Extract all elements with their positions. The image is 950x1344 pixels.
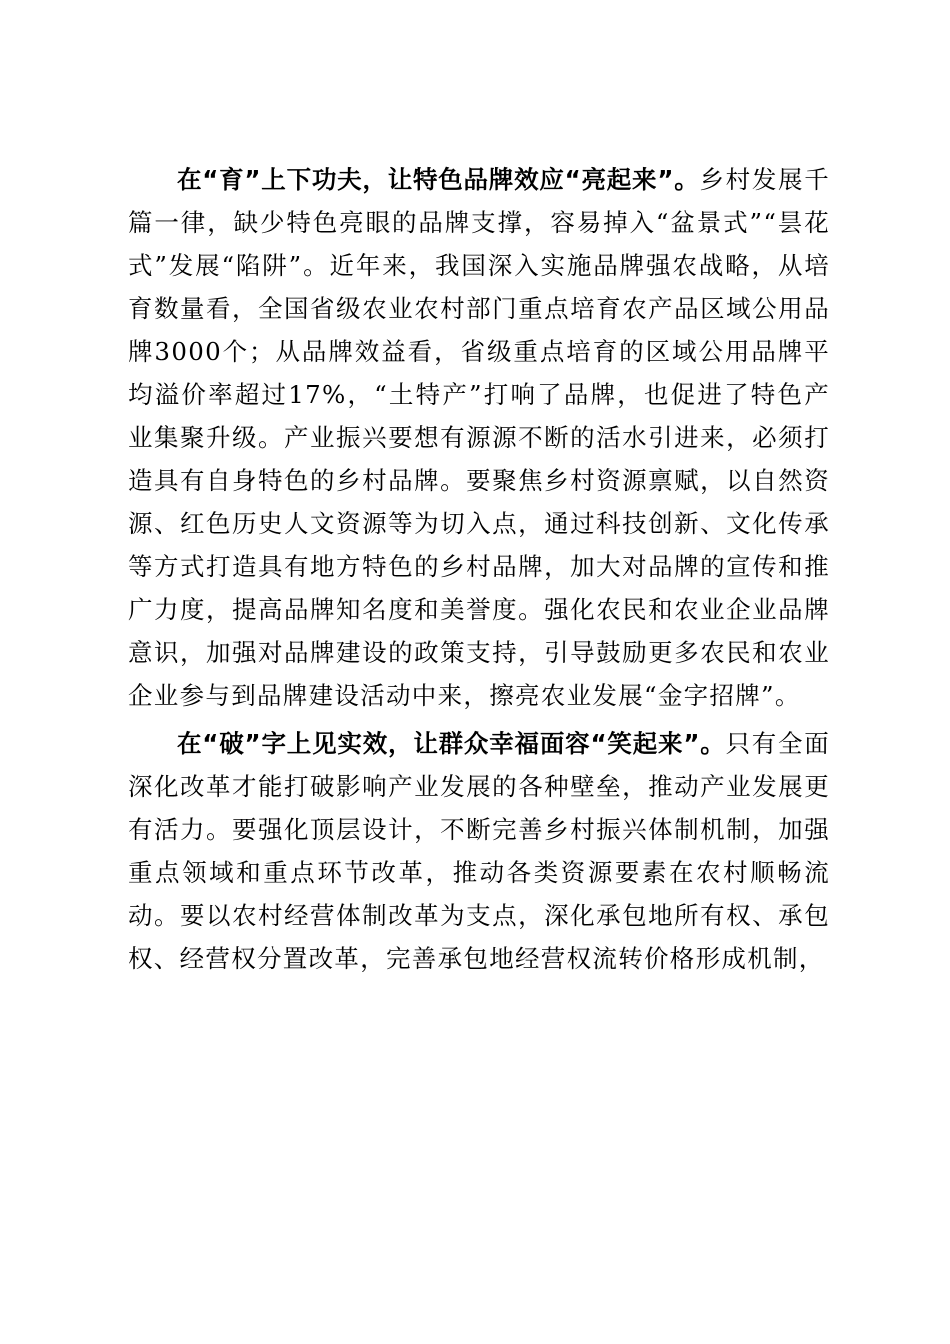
paragraph-reform bbox=[128, 722, 830, 980]
paragraph-brand bbox=[128, 158, 830, 717]
paragraph-body: 只有全面深化改革才能打破影响产业发展的各种壁垒，推动产业发展更有活力。要强化顶层设计，不断完善乡村振兴体制机制，加强重点领域和重点环节改革，推动各类资源要素在农村顺畅流动。要以农村经营体制改革为支点，深化承包地所有权、承包权、经营权分置改革，完善承包地经营权流转价格形成机制， bbox=[128, 729, 830, 973]
paragraph-heading: 在“育”上下功夫，让特色品牌效应“亮起来”。 bbox=[177, 165, 700, 194]
document-page bbox=[128, 158, 830, 980]
paragraph-heading: 在“破”字上见实效，让群众幸福面容“笑起来”。 bbox=[177, 729, 726, 758]
paragraph-body: 乡村发展千篇一律，缺少特色亮眼的品牌支撑，容易掉入“盆景式”“昙花式”发展“陷阱”。近年来，我国深入实施品牌强农战略，从培育数量看，全国省级农业农村部门重点培育农产品区域公用品牌3000个；从品牌效益看，省级重点培育的区域公用品牌平均溢价率超过17%，“土特产”打响了品牌，也促进了特色产业集聚升级。产业振兴要想有源源不断的活水引进来，必须打造具有自身特色的乡村品牌。要聚焦乡村资源禀赋，以自然资源、红色历史人文资源等为切入点，通过科技创新、文化传承等方式打造具有地方特色的乡村品牌，加大对品牌的宣传和推广力度，提高品牌知名度和美誉度。强化农民和农业企业品牌意识，加强对品牌建设的政策支持，引导鼓励更多农民和农业企业参与到品牌建设活动中来，擦亮农业发展“金字招牌”。 bbox=[128, 165, 830, 710]
